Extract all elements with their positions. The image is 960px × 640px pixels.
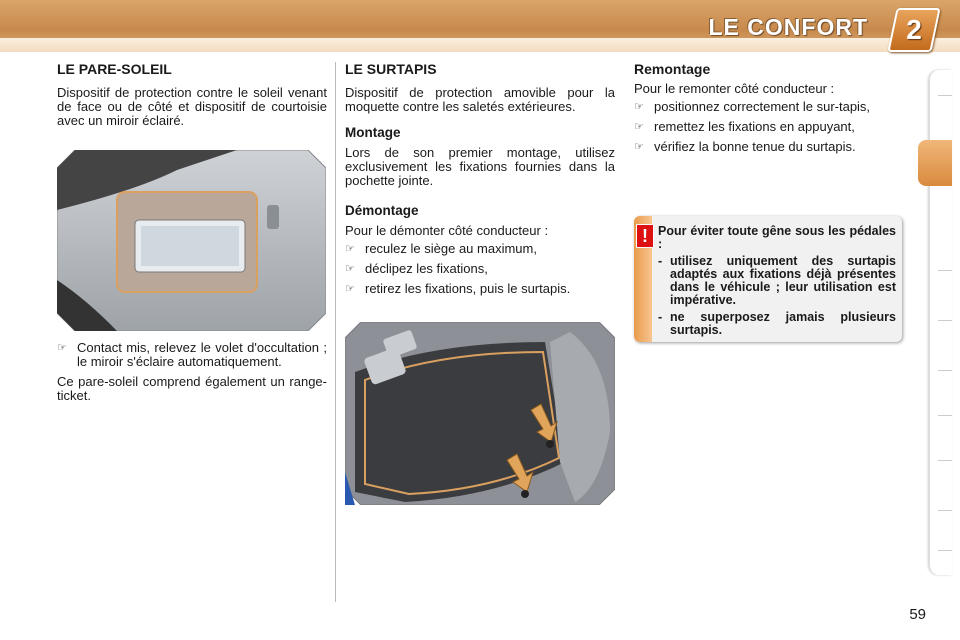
list-item: ☞ déclipez les fixations, <box>345 261 488 276</box>
tab-divider <box>938 370 952 371</box>
column-floor-mat <box>345 62 615 302</box>
sun-visor-intro: Dispositif de protection contre le soleil venant de face ou de côté et dispositif de courtoisie avec un miroir éclairé. <box>57 85 327 128</box>
montage-title: Montage <box>345 125 401 140</box>
warning-text <box>658 225 896 341</box>
hand-pointer-icon: ☞ <box>634 141 644 153</box>
chapter-title: LE CONFORT <box>708 14 868 40</box>
list-item: - ne superposez jamais plusieurs surtapis. <box>658 310 896 337</box>
tab-divider <box>938 460 952 461</box>
column-remontage <box>634 62 902 160</box>
tab-divider <box>938 415 952 416</box>
section-title-sun-visor: LE PARE-SOLEIL <box>57 61 172 77</box>
list-item: ☞ Contact mis, relevez le volet d'occultation ; le miroir s'éclaire automatiquement. <box>57 340 327 369</box>
active-chapter-tab <box>918 140 952 186</box>
hand-pointer-icon: ☞ <box>345 263 355 275</box>
section-title-floor-mat: LE SURTAPIS <box>345 61 437 77</box>
chapter-number-badge: 2 <box>887 8 940 52</box>
column-divider <box>335 62 336 602</box>
remontage-title: Remontage <box>634 61 711 77</box>
warning-box <box>634 216 902 342</box>
page-number: 59 <box>909 606 926 623</box>
tab-divider <box>938 95 952 96</box>
sun-visor-note: Ce pare-soleil comprend également un range-ticket. <box>57 374 327 403</box>
list-item: - utilisez uniquement des surtapis adaptés aux fixations déjà présentes dans le véhicule ; leur utilisation est impérative. <box>658 254 896 307</box>
floor-mat-intro: Dispositif de protection amovible pour la moquette contre les saletés extérieures. <box>345 85 615 114</box>
column-sun-visor-lower <box>57 341 327 411</box>
hand-pointer-icon: ☞ <box>634 121 644 133</box>
tab-divider <box>938 270 952 271</box>
list-item: ☞ retirez les fixations, puis le surtapis. <box>345 281 571 296</box>
tab-divider <box>938 510 952 511</box>
remontage-intro: Pour le remonter côté conducteur : <box>634 81 835 96</box>
hand-pointer-icon: ☞ <box>345 283 355 295</box>
hand-pointer-icon: ☞ <box>634 101 644 113</box>
tab-divider <box>938 550 952 551</box>
list-item: ☞ positionnez correctement le sur-tapis, <box>634 99 871 114</box>
montage-text: Lors de son premier montage, utilisez exclusivement les fixations fournies dans la pochette jointe. <box>345 145 615 188</box>
sun-visor-illustration <box>57 150 326 331</box>
hand-pointer-icon: ☞ <box>345 243 355 255</box>
warning-heading: Pour éviter toute gêne sous les pédales : <box>658 224 896 251</box>
floor-mat-illustration <box>345 322 615 505</box>
demontage-title: Démontage <box>345 203 419 218</box>
list-item: ☞ reculez le siège au maximum, <box>345 241 537 256</box>
list-item: ☞ remettez les fixations en appuyant, <box>634 119 855 134</box>
hand-pointer-icon: ☞ <box>57 342 67 354</box>
column-sun-visor <box>57 62 327 136</box>
demontage-intro: Pour le démonter côté conducteur : <box>345 223 549 238</box>
list-item: ☞ vérifiez la bonne tenue du surtapis. <box>634 139 856 154</box>
warning-icon: ! <box>636 224 654 248</box>
tab-divider <box>938 320 952 321</box>
